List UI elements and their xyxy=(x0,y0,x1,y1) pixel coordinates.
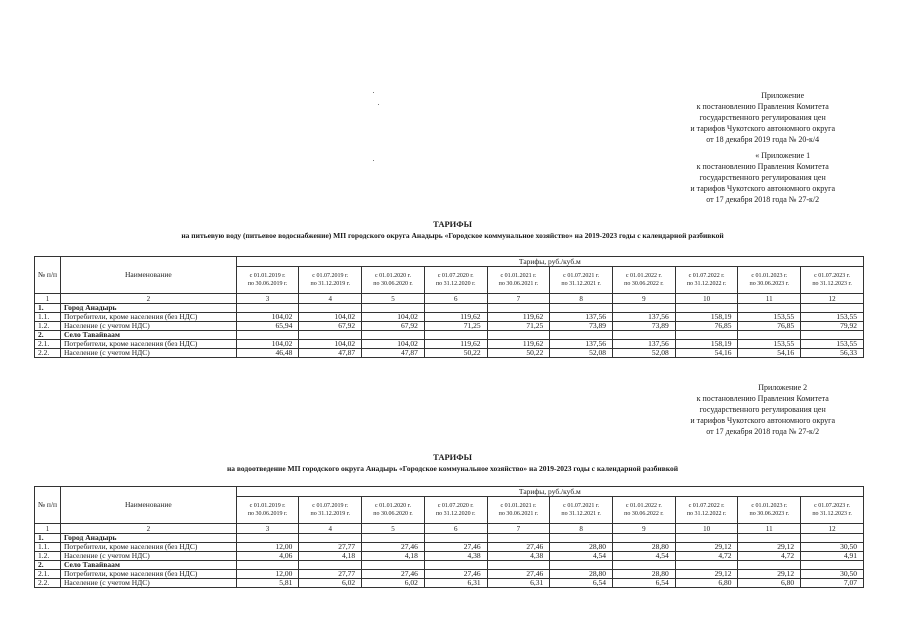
appendix-main-block xyxy=(690,90,835,145)
period-start: с 01.01.2023 г. xyxy=(751,503,788,509)
period-end: по 30.06.2021 г. xyxy=(498,511,539,517)
table-row xyxy=(35,570,864,579)
period-end: по 30.06.2020 г. xyxy=(373,511,413,517)
tariff-value: 28,80 xyxy=(613,570,676,579)
table2-subtitle: на водоотведение МП городского округа Анадырь «Городское коммунальное хозяйство» на 2019-2023 годы с календарной разбивкой xyxy=(226,464,679,473)
period-header xyxy=(613,267,676,294)
tariff-value: 4,18 xyxy=(362,552,425,561)
tariff-value: 137,56 xyxy=(613,340,676,349)
consumer-category: Потребители, кроме населения (без НДС) xyxy=(60,340,236,349)
tariff-value: 27,77 xyxy=(299,543,362,552)
period-header xyxy=(801,497,864,524)
locality-name: Город Анадырь xyxy=(60,304,236,313)
header-row xyxy=(35,487,864,497)
period-end: по 30.06.2019 г. xyxy=(247,281,288,287)
period-header xyxy=(236,267,299,294)
tariff-value: 29,12 xyxy=(675,570,738,579)
tariff-value: 76,85 xyxy=(738,322,801,331)
tariff-value: 27,46 xyxy=(487,543,550,552)
tariff-value: 54,16 xyxy=(675,349,738,358)
period-header xyxy=(362,497,425,524)
tariff-value: 104,02 xyxy=(299,313,362,322)
period-end: по 30.06.2021 г. xyxy=(498,281,539,287)
tariff-value: 73,89 xyxy=(550,322,613,331)
row-number: 2.2. xyxy=(35,579,61,588)
column-number-row xyxy=(35,524,864,534)
tariff-value: 137,56 xyxy=(613,313,676,322)
period-start: с 01.07.2022 г. xyxy=(688,273,725,279)
period-header xyxy=(487,267,550,294)
column-number: 2 xyxy=(60,294,236,304)
column-number: 6 xyxy=(424,524,487,534)
scan-speck xyxy=(373,160,374,161)
scan-speck xyxy=(373,92,374,93)
column-number: 7 xyxy=(487,294,550,304)
appendix-line: государственного регулирования цен xyxy=(699,405,826,414)
tariff-value: 4,72 xyxy=(675,552,738,561)
period-start: с 01.01.2021 г. xyxy=(500,273,537,279)
tariff-value: 28,80 xyxy=(613,543,676,552)
tariff-value: 67,92 xyxy=(362,322,425,331)
tariff-value: 27,77 xyxy=(299,570,362,579)
period-header xyxy=(550,497,613,524)
header-number: № п/п xyxy=(35,487,61,524)
tariff-value: 4,54 xyxy=(613,552,676,561)
row-number: 2.1. xyxy=(35,570,61,579)
locality-name: Город Анадырь xyxy=(60,534,236,543)
column-number: 10 xyxy=(675,524,738,534)
consumer-category: Население (с учетом НДС) xyxy=(60,552,236,561)
column-number: 11 xyxy=(738,524,801,534)
column-number: 4 xyxy=(299,524,362,534)
tariff-value: 12,00 xyxy=(236,570,299,579)
period-header xyxy=(675,267,738,294)
period-end: по 31.12.2022 г. xyxy=(686,281,727,287)
period-end: по 30.06.2022 г. xyxy=(624,281,664,287)
tariff-value: 119,62 xyxy=(487,340,550,349)
table1-subtitle: на питьевую воду (питьевое водоснабжение) МП городского округа Анадырь «Городское коммунальное хозяйство» на 2019-2023 годы с календарной разбивкой xyxy=(181,231,724,240)
period-header xyxy=(299,497,362,524)
appendix-line: от 17 декабря 2018 года № 27-к/2 xyxy=(706,427,820,436)
table-row xyxy=(35,340,864,349)
appendix-line: государственного регулирования цен xyxy=(699,113,826,122)
period-end: по 31.12.2020 г. xyxy=(435,281,476,287)
period-end: по 30.06.2019 г. xyxy=(247,511,288,517)
period-end: по 30.06.2022 г. xyxy=(624,511,664,517)
tariff-value: 6,31 xyxy=(424,579,487,588)
period-header xyxy=(424,497,487,524)
tariff-value: 153,55 xyxy=(801,313,864,322)
column-number: 6 xyxy=(424,294,487,304)
row-number: 1.2. xyxy=(35,552,61,561)
period-start: с 01.07.2023 г. xyxy=(814,503,851,509)
tariff-value: 153,55 xyxy=(801,340,864,349)
table-row xyxy=(35,349,864,358)
tariff-value: 4,72 xyxy=(738,552,801,561)
tariff-value: 104,02 xyxy=(362,340,425,349)
column-number: 1 xyxy=(35,524,61,534)
table2-title: ТАРИФЫ xyxy=(433,452,472,462)
header-number: № п/п xyxy=(35,257,61,294)
wastewater-tariff-table xyxy=(34,486,864,588)
column-number: 3 xyxy=(236,294,299,304)
header-tariff-group: Тарифы, руб./куб.м xyxy=(236,487,863,497)
period-start: с 01.07.2021 г. xyxy=(563,273,600,279)
tariff-value: 12,00 xyxy=(236,543,299,552)
tariff-value: 30,50 xyxy=(801,570,864,579)
period-header xyxy=(424,267,487,294)
period-end: по 31.12.2022 г. xyxy=(686,511,727,517)
consumer-category: Население (с учетом НДС) xyxy=(60,349,236,358)
period-header xyxy=(362,267,425,294)
consumer-category: Потребители, кроме населения (без НДС) xyxy=(60,543,236,552)
table-row xyxy=(35,313,864,322)
row-number: 1. xyxy=(35,304,61,313)
appendix-line: Приложение xyxy=(761,91,805,100)
scan-speck xyxy=(378,104,379,105)
tariff-value: 4,91 xyxy=(801,552,864,561)
tariff-value: 30,50 xyxy=(801,543,864,552)
appendix-line: к постановлению Правления Комитета xyxy=(696,162,829,171)
water-supply-tariff-table xyxy=(34,256,864,358)
row-number: 1.2. xyxy=(35,322,61,331)
column-number: 5 xyxy=(362,524,425,534)
appendix-2-block xyxy=(690,382,835,437)
consumer-category: Потребители, кроме населения (без НДС) xyxy=(60,570,236,579)
locality-name: Село Тавайваам xyxy=(60,561,236,570)
row-number: 1.1. xyxy=(35,543,61,552)
tariff-value: 4,06 xyxy=(236,552,299,561)
tariff-value: 6,54 xyxy=(550,579,613,588)
period-end: по 31.12.2020 г. xyxy=(435,511,476,517)
period-start: с 01.01.2019 г. xyxy=(249,503,286,509)
column-number: 9 xyxy=(613,524,676,534)
period-header xyxy=(487,497,550,524)
appendix-line: от 18 декабря 2019 года № 20-к/4 xyxy=(706,135,820,144)
appendix-1-block xyxy=(690,150,835,205)
period-header xyxy=(738,497,801,524)
tariff-value: 5,81 xyxy=(236,579,299,588)
tariff-value: 6,80 xyxy=(738,579,801,588)
tariff-value: 50,22 xyxy=(487,349,550,358)
appendix-line: и тарифов Чукотского автономного округа xyxy=(690,124,835,133)
row-number: 1. xyxy=(35,534,61,543)
tariff-value: 7,07 xyxy=(801,579,864,588)
tariff-value: 27,46 xyxy=(362,570,425,579)
row-number: 2.2. xyxy=(35,349,61,358)
column-number: 3 xyxy=(236,524,299,534)
tariff-value: 6,02 xyxy=(362,579,425,588)
period-header xyxy=(299,267,362,294)
period-header xyxy=(801,267,864,294)
period-header xyxy=(738,267,801,294)
period-end: по 31.12.2023 г. xyxy=(812,281,852,287)
period-end: по 30.06.2023 г. xyxy=(749,281,790,287)
period-start: с 01.07.2019 г. xyxy=(312,503,349,509)
tariff-value: 79,92 xyxy=(801,322,864,331)
tariff-value: 71,25 xyxy=(487,322,550,331)
locality-name: Село Тавайваам xyxy=(60,331,236,340)
period-end: по 31.12.2023 г. xyxy=(812,511,852,517)
column-number: 9 xyxy=(613,294,676,304)
tariff-value: 137,56 xyxy=(550,340,613,349)
tariff-value: 119,62 xyxy=(424,340,487,349)
row-number: 2.1. xyxy=(35,340,61,349)
column-number: 12 xyxy=(801,524,864,534)
tariff-value: 46,48 xyxy=(236,349,299,358)
period-header xyxy=(613,497,676,524)
tariff-value: 27,46 xyxy=(487,570,550,579)
tariff-value: 27,46 xyxy=(362,543,425,552)
tariff-value: 4,18 xyxy=(299,552,362,561)
column-number: 8 xyxy=(550,524,613,534)
period-start: с 01.01.2022 г. xyxy=(625,503,662,509)
column-number: 8 xyxy=(550,294,613,304)
column-number: 5 xyxy=(362,294,425,304)
tariff-value: 27,46 xyxy=(424,570,487,579)
tariff-value: 71,25 xyxy=(424,322,487,331)
header-name: Наименование xyxy=(60,487,236,524)
table-row xyxy=(35,579,864,588)
table-row xyxy=(35,552,864,561)
header-tariff-group: Тарифы, руб./куб.м xyxy=(236,257,863,267)
row-number: 1.1. xyxy=(35,313,61,322)
period-header xyxy=(236,497,299,524)
appendix-line: от 17 декабря 2018 года № 27-к/2 xyxy=(706,195,820,204)
consumer-category: Потребители, кроме населения (без НДС) xyxy=(60,313,236,322)
table-row xyxy=(35,543,864,552)
tariff-value: 28,80 xyxy=(550,543,613,552)
header-row xyxy=(35,257,864,267)
column-number: 12 xyxy=(801,294,864,304)
tariff-value: 29,12 xyxy=(738,543,801,552)
tariff-value: 73,89 xyxy=(613,322,676,331)
appendix-line: к постановлению Правления Комитета xyxy=(696,102,829,111)
period-start: с 01.07.2023 г. xyxy=(814,273,851,279)
tariff-value: 4,38 xyxy=(487,552,550,561)
column-number: 4 xyxy=(299,294,362,304)
column-number: 11 xyxy=(738,294,801,304)
column-number: 10 xyxy=(675,294,738,304)
header-name: Наименование xyxy=(60,257,236,294)
period-start: с 01.01.2019 г. xyxy=(249,273,286,279)
period-start: с 01.01.2022 г. xyxy=(625,273,662,279)
table1-title: ТАРИФЫ xyxy=(433,219,472,229)
tariff-value: 47,87 xyxy=(362,349,425,358)
tariff-value: 158,19 xyxy=(675,340,738,349)
column-number: 1 xyxy=(35,294,61,304)
tariff-value: 76,85 xyxy=(675,322,738,331)
column-number-row xyxy=(35,294,864,304)
tariff-value: 29,12 xyxy=(675,543,738,552)
tariff-value: 54,16 xyxy=(738,349,801,358)
period-start: с 01.07.2022 г. xyxy=(688,503,725,509)
tariff-value: 4,54 xyxy=(550,552,613,561)
period-end: по 31.12.2021 г. xyxy=(561,511,601,517)
tariff-value: 137,56 xyxy=(550,313,613,322)
tariff-value: 6,54 xyxy=(613,579,676,588)
period-end: по 31.12.2019 г. xyxy=(310,511,351,517)
appendix-line: государственного регулирования цен xyxy=(699,173,826,182)
tariff-value: 4,38 xyxy=(424,552,487,561)
tariff-value: 104,02 xyxy=(362,313,425,322)
appendix-line: к постановлению Правления Комитета xyxy=(696,394,829,403)
period-start: с 01.01.2021 г. xyxy=(500,503,537,509)
tariff-value: 65,94 xyxy=(236,322,299,331)
tariff-value: 27,46 xyxy=(424,543,487,552)
column-number: 7 xyxy=(487,524,550,534)
period-start: с 01.07.2019 г. xyxy=(312,273,349,279)
tariff-value: 158,19 xyxy=(675,313,738,322)
period-start: с 01.01.2020 г. xyxy=(375,273,411,279)
row-number: 2. xyxy=(35,561,61,570)
tariff-value: 28,80 xyxy=(550,570,613,579)
tariff-value: 6,02 xyxy=(299,579,362,588)
tariff-value: 6,80 xyxy=(675,579,738,588)
tariff-value: 56,33 xyxy=(801,349,864,358)
period-start: с 01.07.2020 г. xyxy=(437,503,474,509)
period-end: по 30.06.2020 г. xyxy=(373,281,413,287)
period-end: по 31.12.2019 г. xyxy=(310,281,351,287)
table-row xyxy=(35,322,864,331)
tariff-value: 104,02 xyxy=(236,313,299,322)
tariff-value: 50,22 xyxy=(424,349,487,358)
tariff-value: 52,08 xyxy=(550,349,613,358)
period-start: с 01.07.2021 г. xyxy=(563,503,600,509)
period-end: по 31.12.2021 г. xyxy=(561,281,601,287)
tariff-value: 67,92 xyxy=(299,322,362,331)
appendix-line: Приложение 2 xyxy=(758,383,808,392)
appendix-line: « Приложение 1 xyxy=(755,151,811,160)
row-number: 2. xyxy=(35,331,61,340)
tariff-value: 119,62 xyxy=(487,313,550,322)
tariff-value: 153,55 xyxy=(738,313,801,322)
consumer-category: Население (с учетом НДС) xyxy=(60,322,236,331)
period-start: с 01.01.2023 г. xyxy=(751,273,788,279)
tariff-value: 52,08 xyxy=(613,349,676,358)
appendix-line: и тарифов Чукотского автономного округа xyxy=(690,416,835,425)
tariff-value: 119,62 xyxy=(424,313,487,322)
period-header xyxy=(550,267,613,294)
tariff-value: 153,55 xyxy=(738,340,801,349)
tariff-value: 6,31 xyxy=(487,579,550,588)
appendix-line: и тарифов Чукотского автономного округа xyxy=(690,184,835,193)
period-end: по 30.06.2023 г. xyxy=(749,511,790,517)
column-number: 2 xyxy=(60,524,236,534)
period-header xyxy=(675,497,738,524)
tariff-value: 47,87 xyxy=(299,349,362,358)
period-start: с 01.01.2020 г. xyxy=(375,503,411,509)
tariff-value: 29,12 xyxy=(738,570,801,579)
tariff-value: 104,02 xyxy=(236,340,299,349)
consumer-category: Население (с учетом НДС) xyxy=(60,579,236,588)
period-start: с 01.07.2020 г. xyxy=(437,273,474,279)
tariff-value: 104,02 xyxy=(299,340,362,349)
